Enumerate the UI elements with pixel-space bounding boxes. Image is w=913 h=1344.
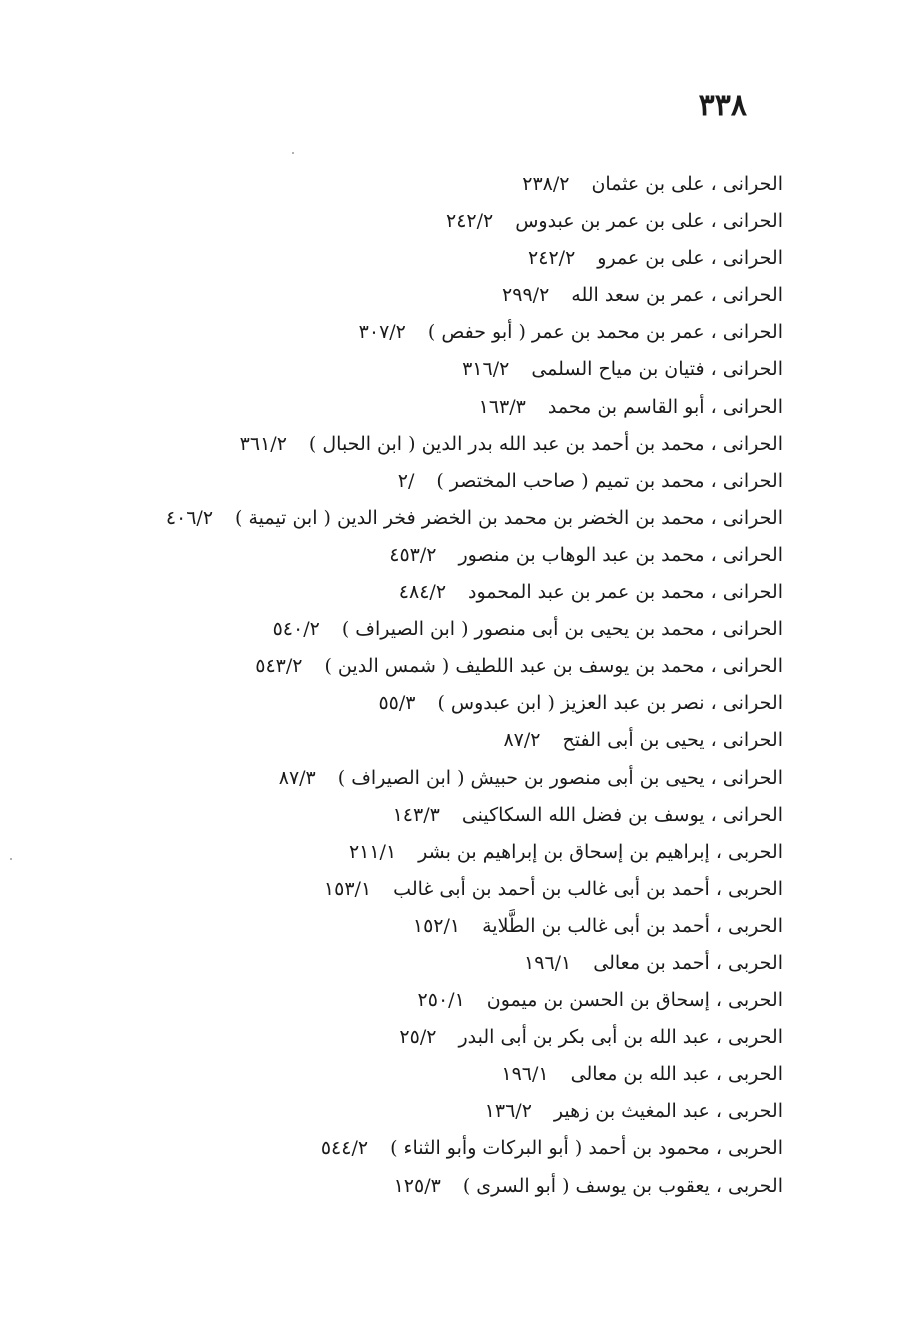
entry-volume-page-ref: ٢٤٢/٢ xyxy=(528,247,576,270)
index-entry xyxy=(166,871,783,908)
entry-volume-page-ref: ٨٧/٢ xyxy=(503,729,541,752)
entry-name: الحرانى ، يحيى بن أبى الفتح xyxy=(562,729,783,752)
entry-volume-page-ref: ١٩٦/١ xyxy=(501,1063,549,1086)
entry-name: الحرانى ، على بن عمرو xyxy=(597,247,783,270)
entry-name: الحرانى ، عمر بن محمد بن عمر ( أبو حفص ) xyxy=(427,321,783,344)
entry-volume-page-ref: ٥٤٤/٢ xyxy=(320,1137,369,1160)
entry-volume-page-ref: ٢٥٠/١ xyxy=(417,989,465,1012)
entry-name: الحربى ، عبد الله بن معالى xyxy=(570,1063,783,1086)
entry-name: الحرانى ، على بن عمر بن عبدوس xyxy=(515,210,783,233)
entry-name: الحربى ، أحمد بن أبى غالب بن الطَّلاية xyxy=(482,914,783,937)
scan-speck xyxy=(292,152,294,154)
entry-name: الحرانى ، محمد بن الخضر بن محمد بن الخضر فخر الدين ( ابن تيمية ) xyxy=(235,506,783,529)
index-entry xyxy=(166,1130,783,1167)
entry-volume-page-ref: ٣١٦/٢ xyxy=(462,358,510,381)
entry-name: الحربى ، إسحاق بن الحسن بن ميمون xyxy=(486,989,783,1012)
entry-volume-page-ref: ١٣٦/٢ xyxy=(484,1100,532,1123)
entry-name: الحرانى ، عمر بن سعد الله xyxy=(571,284,783,307)
entry-volume-page-ref: ٤٥٣/٢ xyxy=(389,543,437,566)
index-entry xyxy=(166,426,783,463)
entry-name: الحربى ، إبراهيم بن إسحاق بن إبراهيم بن بشر xyxy=(418,840,783,863)
entry-name: الحربى ، يعقوب بن يوسف ( أبو السرى ) xyxy=(462,1174,783,1197)
page-number: ٣٣٨ xyxy=(698,88,747,123)
index-entry xyxy=(166,1056,783,1093)
entry-name: الحربى ، عبد الله بن أبى بكر بن أبى البدر xyxy=(458,1026,783,1049)
index-entry xyxy=(166,166,783,203)
entry-volume-page-ref: ٤٨٤/٢ xyxy=(398,581,447,604)
index-entry xyxy=(166,611,783,648)
index-entry xyxy=(166,463,783,500)
entry-name: الحرانى ، محمد بن عمر بن عبد المحمود xyxy=(468,581,783,604)
scan-speck xyxy=(10,858,12,860)
entry-name: الحربى ، أحمد بن معالى xyxy=(593,951,783,974)
index-entry-list xyxy=(166,166,783,1205)
entry-volume-page-ref: ٥٤٠/٢ xyxy=(272,618,320,641)
index-entry xyxy=(166,685,783,722)
index-entry xyxy=(166,240,783,277)
entry-volume-page-ref: /٢ xyxy=(397,469,415,492)
entry-volume-page-ref: ٥٤٣/٢ xyxy=(255,655,303,678)
index-entry xyxy=(166,945,783,982)
index-entry xyxy=(166,722,783,759)
entry-volume-page-ref: ٨٧/٣ xyxy=(278,766,316,789)
index-entry xyxy=(166,203,783,240)
entry-volume-page-ref: ١٥٢/١ xyxy=(412,914,461,937)
index-entry xyxy=(166,389,783,426)
entry-name: الحربى ، أحمد بن أبى غالب بن أحمد بن أبى غالب xyxy=(393,877,783,900)
entry-volume-page-ref: ٣٦١/٢ xyxy=(239,432,287,455)
index-entry xyxy=(166,834,783,871)
entry-name: الحرانى ، أبو القاسم بن محمد xyxy=(547,395,783,418)
index-entry xyxy=(166,908,783,945)
entry-volume-page-ref: ٢٤٢/٢ xyxy=(445,210,494,233)
index-entry xyxy=(166,1168,783,1205)
index-entry xyxy=(166,574,783,611)
entry-name: الحرانى ، يحيى بن أبى منصور بن حبيش ( ابن الصيراف ) xyxy=(337,766,783,789)
entry-name: الحرانى ، محمد بن تميم ( صاحب المختصر ) xyxy=(436,469,783,492)
entry-volume-page-ref: ٢١١/١ xyxy=(348,840,397,863)
entry-volume-page-ref: ٢٥/٢ xyxy=(399,1026,437,1049)
entry-volume-page-ref: ٢٣٨/٢ xyxy=(522,173,570,195)
index-entry xyxy=(166,500,783,537)
entry-volume-page-ref: ٣٠٧/٢ xyxy=(358,321,406,344)
entry-volume-page-ref: ١٤٣/٣ xyxy=(392,803,440,826)
index-entry xyxy=(166,1019,783,1056)
entry-name: الحرانى ، فتيان بن مياح السلمى xyxy=(531,358,783,381)
index-entry xyxy=(166,648,783,685)
entry-volume-page-ref: ٥٥/٣ xyxy=(378,692,416,715)
entry-volume-page-ref: ١٢٥/٣ xyxy=(393,1174,441,1197)
index-entry xyxy=(166,537,783,574)
index-entry xyxy=(166,760,783,797)
index-entry xyxy=(166,982,783,1019)
entry-name: الحرانى ، محمد بن عبد الوهاب بن منصور xyxy=(458,543,783,566)
index-entry xyxy=(166,1093,783,1130)
index-entry xyxy=(166,314,783,351)
entry-name: الحرانى ، محمد بن يحيى بن أبى منصور ( ابن الصيراف ) xyxy=(341,618,783,641)
entry-name: الحرانى ، محمد بن أحمد بن عبد الله بدر الدين ( ابن الحبال ) xyxy=(308,432,783,455)
entry-name: الحرانى ، على بن عثمان xyxy=(591,173,783,195)
entry-name: الحرانى ، نصر بن عبد العزيز ( ابن عبدوس ) xyxy=(437,692,783,715)
entry-volume-page-ref: ١٩٦/١ xyxy=(524,951,572,974)
entry-volume-page-ref: ٢٩٩/٢ xyxy=(502,284,550,307)
entry-volume-page-ref: ١٦٣/٣ xyxy=(478,395,526,418)
entry-name: الحربى ، محمود بن أحمد ( أبو البركات وأبو الثناء ) xyxy=(390,1137,783,1160)
entry-volume-page-ref: ١٥٣/١ xyxy=(323,877,372,900)
index-entry xyxy=(166,277,783,314)
index-entry xyxy=(166,797,783,834)
index-entry xyxy=(166,351,783,388)
entry-name: الحربى ، عبد المغيث بن زهير xyxy=(553,1100,783,1123)
entry-volume-page-ref: ٤٠٦/٢ xyxy=(165,506,214,529)
entry-name: الحرانى ، محمد بن يوسف بن عبد اللطيف ( شمس الدين ) xyxy=(324,655,783,678)
entry-name: الحرانى ، يوسف بن فضل الله السكاكينى xyxy=(461,803,783,826)
